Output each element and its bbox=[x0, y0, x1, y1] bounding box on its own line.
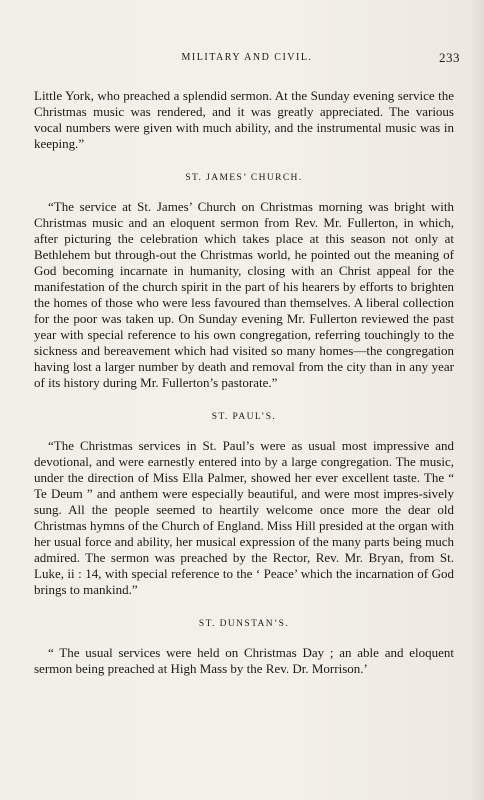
section-heading-st-james: ST. JAMES’ CHURCH. bbox=[185, 173, 303, 183]
section-paragraph-st-pauls: “The Christmas services in St. Paul’s were as usual most impressive and devotional, and were earnestly entered into by a large congregation. The music, under the direction of Miss Ella Palmer, showed her ever excellent taste. The “ Te Deum ” and anthem were especially beautiful, and were most impres-sively sung. All the people seemed to heartily welcome once more the dear old Christmas hymns of the Church of England. Miss Hill presided at the organ with her usual force and ability, her musical expression of the many parts being much admired. The sermon was preached by the Rector, Rev. Mr. Bryan, from St. Luke, ii : 14, with special reference to the ‘ Peace’ which the incarnation of God brings to mankind.” bbox=[34, 438, 454, 597]
section-heading-st-pauls: ST. PAUL’S. bbox=[211, 412, 277, 422]
section-heading-st-dunstans: ST. DUNSTAN’S. bbox=[198, 619, 290, 629]
page-number: 233 bbox=[439, 50, 460, 65]
continued-paragraph: Little York, who preached a splendid sermon. At the Sunday evening service the Christmas music was rendered, and it was greatly appreciated. The various vocal numbers were given with much ability, and the instrumental music was in keeping.” bbox=[34, 88, 454, 151]
page-edge-shadow bbox=[470, 0, 484, 800]
running-head-title: MILITARY AND CIVIL. bbox=[181, 52, 313, 63]
section-paragraph-st-james: “The service at St. James’ Church on Christmas morning was bright with Christmas music and an eloquent sermon from Rev. Mr. Fullerton, in which, after picturing the celebration which takes place at this season not only at Bethlehem but through-out the Christmas world, he pointed out the meaning of God becoming incarnate in humanity, closing with an Christ appeal for the manifestation of the church spirit in the part of his hearers by efforts to brighten the homes of those who were less favoured than themselves. A liberal collection for the poor was taken up. On Sunday evening Mr. Fullerton reviewed the past year with special reference to his own congregation, referring touchingly to the sickness and bereavement which had visited so many homes—the congregation having lost a larger number by death and removal from the city than in any year of its history during Mr. Fullerton’s pastorate.” bbox=[34, 199, 454, 390]
body-text bbox=[34, 88, 454, 677]
running-head bbox=[34, 52, 460, 68]
section-paragraph-st-dunstans: “ The usual services were held on Christmas Day ; an able and eloquent sermon being preached at High Mass by the Rev. Dr. Morrison.’ bbox=[34, 645, 454, 676]
